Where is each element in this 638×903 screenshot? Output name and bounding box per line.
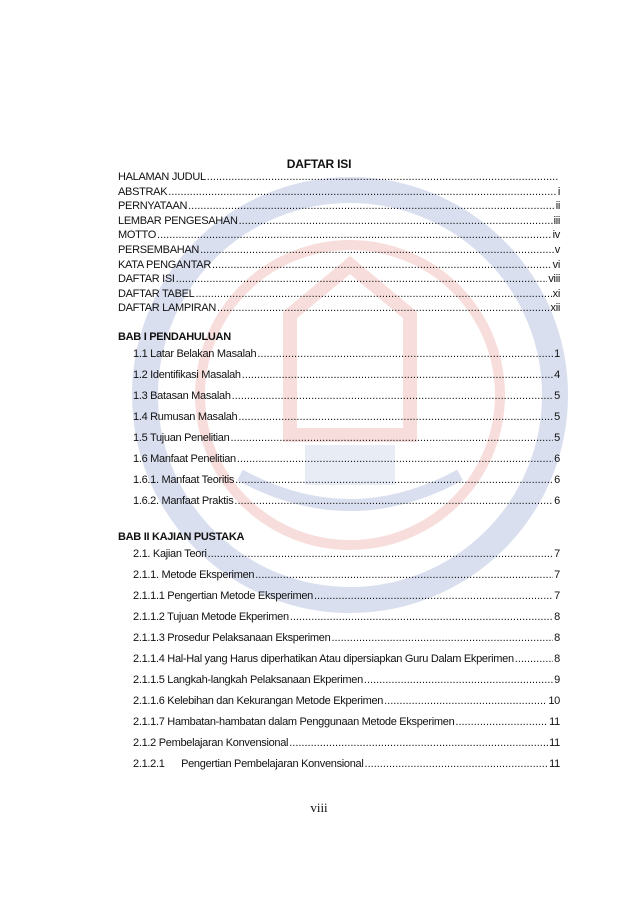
toc-row-1-6-2[interactable]: 1.6.2. Manfaat Praktis ..... 6 xyxy=(118,491,560,512)
toc-row-daftar-isi[interactable]: DAFTAR ISI ..... viii xyxy=(118,272,560,287)
toc-row-persembahan[interactable]: PERSEMBAHAN ..... v xyxy=(118,243,560,258)
chapter-1-entries xyxy=(118,344,560,512)
toc-row-daftar-tabel[interactable]: DAFTAR TABEL ..... xi xyxy=(118,287,560,302)
toc-row-lembar-pengesahan[interactable]: LEMBAR PENGESAHAN ..... iii xyxy=(118,214,560,229)
toc-row-1-6[interactable]: 1.6 Manfaat Penelitian ..... 6 xyxy=(118,449,560,470)
toc-row-2-1-1-6[interactable]: 2.1.1.6 Kelebihan dan Kekurangan Metode Ekperimen ..... 10 xyxy=(118,691,560,712)
toc-row-1-6-1[interactable]: 1.6.1. Manfaat Teoritis ..... 6 xyxy=(118,470,560,491)
toc-row-2-1-1-5[interactable]: 2.1.1.5 Langkah-langkah Pelaksanaan Ekperimen ..... 9 xyxy=(118,670,560,691)
table-of-contents xyxy=(118,170,560,775)
toc-row-1-4[interactable]: 1.4 Rumusan Masalah ..... 5 xyxy=(118,407,560,428)
toc-row-halaman-judul[interactable]: HALAMAN JUDUL ..... xyxy=(118,170,560,185)
toc-row-1-1[interactable]: 1.1 Latar Belakan Masalah ..... 1 xyxy=(118,344,560,365)
toc-row-daftar-lampiran[interactable]: DAFTAR LAMPIRAN ..... xii xyxy=(118,301,560,316)
toc-row-2-1-1-1[interactable]: 2.1.1.1 Pengertian Metode Eksperimen ..... 7 xyxy=(118,586,560,607)
toc-row-2-1-2-1[interactable]: 2.1.2.1 Pengertian Pembelajaran Konvensional ..... 11 xyxy=(118,754,560,775)
toc-row-2-1-1-4[interactable]: 2.1.1.4 Hal-Hal yang Harus diperhatikan Atau dipersiapkan Guru Dalam Ekperimen ..... 8 xyxy=(118,649,560,670)
front-matter-list xyxy=(118,170,560,316)
toc-row-kata-pengantar[interactable]: KATA PENGANTAR ..... vi xyxy=(118,258,560,273)
chapter-heading-bab-2: BAB II KAJIAN PUSTAKA xyxy=(118,530,245,543)
toc-row-2-1[interactable]: 2.1. Kajian Teori ..... 7 xyxy=(118,544,560,565)
toc-row-2-1-1[interactable]: 2.1.1. Metode Eksperimen ..... 7 xyxy=(118,565,560,586)
chapter-heading-bab-1: BAB I PENDAHULUAN xyxy=(118,330,231,343)
toc-row-2-1-2[interactable]: 2.1.2 Pembelajaran Konvensional ..... 11 xyxy=(118,733,560,754)
toc-row-pernyataan[interactable]: PERNYATAAN ..... ii xyxy=(118,199,560,214)
toc-row-2-1-1-7[interactable]: 2.1.1.7 Hambatan-hambatan dalam Penggunaan Metode Eksperimen ..... 11 xyxy=(118,712,560,733)
toc-row-2-1-1-2[interactable]: 2.1.1.2 Tujuan Metode Ekperimen ..... 8 xyxy=(118,607,560,628)
page-number: viii xyxy=(310,800,328,815)
toc-row-2-1-1-3[interactable]: 2.1.1.3 Prosedur Pelaksanaan Eksperimen ..... 8 xyxy=(118,628,560,649)
toc-row-1-3[interactable]: 1.3 Batasan Masalah ..... 5 xyxy=(118,386,560,407)
page-title: DAFTAR ISI xyxy=(286,157,352,171)
chapter-2-entries xyxy=(118,544,560,775)
toc-row-motto[interactable]: MOTTO ..... iv xyxy=(118,228,560,243)
toc-row-1-2[interactable]: 1.2 Identifikasi Masalah ..... 4 xyxy=(118,365,560,386)
toc-row-abstrak[interactable]: ABSTRAK ..... i xyxy=(118,185,560,200)
toc-row-1-5[interactable]: 1.5 Tujuan Penelitian ..... 5 xyxy=(118,428,560,449)
